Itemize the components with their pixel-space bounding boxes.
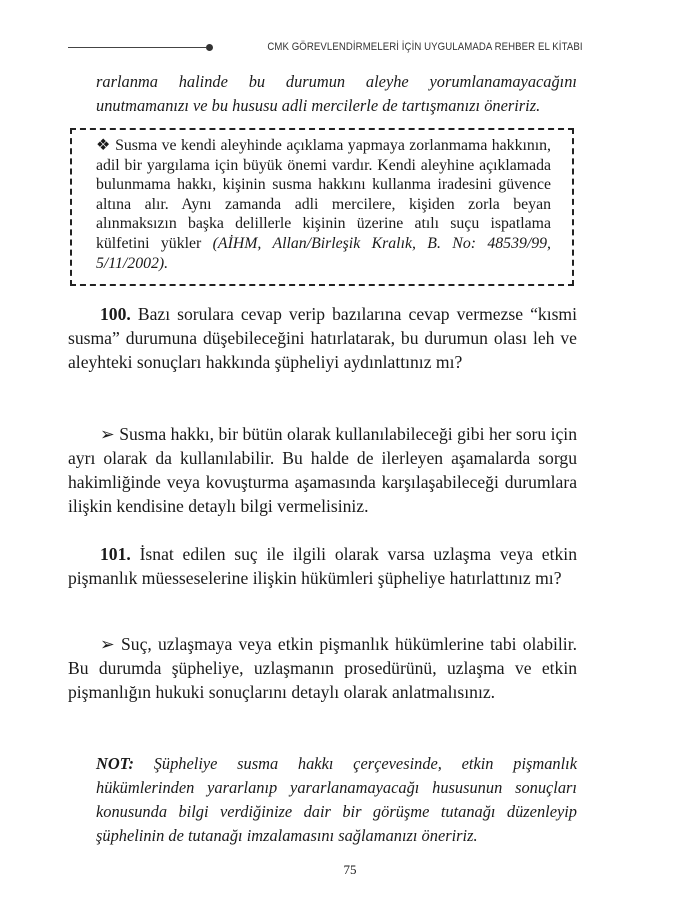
info-box-content [96,136,551,273]
intro-text: rarlanma halinde bu durumun aleyhe yorumlanamayacağını unutmamanızı ve bu hususu adli mercilerle de tartışmanızı öneririz. [96,72,577,115]
answer-100 [68,422,577,518]
arrow-bullet-icon: ➢ [100,634,115,654]
question-101-number: 101. [100,544,131,564]
question-101-text: İsnat edilen suç ile ilgili olarak varsa uzlaşma veya etkin pişmanlık müesseselerine ilişkin hükümleri şüpheliye hatırlattınız mı? [68,544,577,588]
info-box-citation: (AİHM, Allan/Birleşik Kralık, B. No: 48539/99, 5/11/2002). [96,234,552,272]
header-bullet-icon [206,44,213,51]
question-101 [68,542,577,590]
note-paragraph [96,752,577,848]
running-header [68,37,583,57]
header-title: CMK GÖREVLENDİRMELERİ İÇİN UYGULAMADA REHBER EL KİTABI [267,41,583,53]
diamond-bullet-icon: ❖ [96,137,111,154]
info-box-text: Susma ve kendi aleyhinde açıklama yapmaya zorlanmama hakkının, adil bir yargılama için büyük önemi vardır. Kendi aleyhine açıklamada bulunmama hakkı, kişinin susma hakkını kullanma iradesini güvence altına alır. Aynı zamanda adli mercilere, kişiden zorla beyan alınmaksızın başka delillerle kişinin üzerine atılı suçu ispatlama külfetini yükler [96,137,551,252]
question-100-number: 100. [100,304,131,324]
answer-100-text: Susma hakkı, bir bütün olarak kullanılabileceği gibi her soru için ayrı olarak da kullanılabilir. Bu halde de ilerleyen aşamalarda sorgu hakimliğinde veya kovuşturma aşamasında karşılaşabileceği durumlara ilişkin kendisine detaylı bilgi vermelisiniz. [68,424,577,516]
page-number: 75 [343,862,357,877]
question-100 [68,302,577,374]
question-100-text: Bazı sorulara cevap verip bazılarına cevap vermezse “kısmi susma” durumuna düşebileceğini hatırlatarak, bu durumun olası leh ve aleyhteki sonuçları hakkında şüpheliyi aydınlattınız mı? [68,304,578,372]
answer-101 [68,632,577,704]
note-label: NOT: [96,754,134,773]
answer-101-text: Suç, uzlaşmaya veya etkin pişmanlık hükümlerine tabi olabilir. Bu durumda şüpheliye, uzlaşmanın prosedürünü, uzlaşma ve etkin pişmanlığın hukuki sonuçlarını detaylı olarak anlatmalısınız. [68,634,577,702]
header-rule [68,47,206,48]
arrow-bullet-icon: ➢ [100,424,115,444]
intro-paragraph [96,70,577,118]
note-text: Şüpheliye susma hakkı çerçevesinde, etkin pişmanlık hükümlerinden yararlanıp yararlanamayacağı hususunun sonuçları konusunda bilgi verdiğinize dair bir görüşme tutanağı düzenleyip şüphelinin de tutanağı imzalamasını sağlamanızı öneririz. [96,754,577,845]
